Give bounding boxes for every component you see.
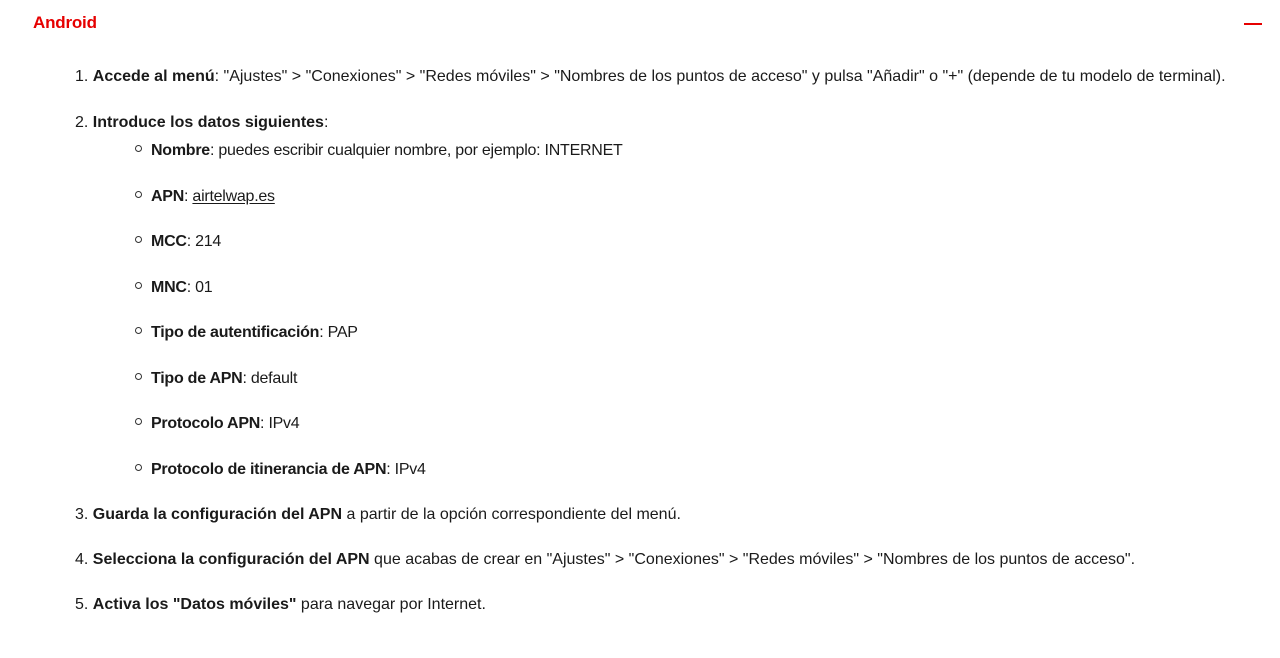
setting-roaming-protocol [135,460,426,480]
circle-bullet-icon [135,373,142,380]
step-1 [75,67,1226,87]
circle-bullet-icon [135,282,142,289]
minus-icon[interactable] [1244,23,1262,25]
setting-separator: : [386,461,395,478]
setting-value: 01 [195,279,213,296]
step-heading: Accede al menú [92,68,215,85]
setting-value: PAP [327,324,358,341]
setting-separator: : [184,188,193,205]
step-5 [75,595,486,615]
step-3 [75,505,681,525]
step-text: : "Ajustes" > "Conexiones" > "Redes móviles" > "Nombres de los puntos de acceso" y pulsa "Añadir" o "+" (depende de tu modelo de terminal). [214,68,1226,85]
step-2 [75,113,328,133]
setting-separator: : [186,233,196,250]
step-text: que acabas de crear en "Ajustes" > "Conexiones" > "Redes móviles" > "Nombres de los puntos de acceso". [369,551,1136,568]
step-heading: Introduce los datos siguientes [92,114,324,131]
setting-separator: : [186,279,196,296]
circle-bullet-icon [135,418,142,425]
setting-apn-type [135,369,297,389]
setting-label: MCC [151,233,187,250]
step-text: para navegar por Internet. [296,596,486,613]
setting-separator: : [242,370,251,387]
step-4 [75,550,1135,570]
setting-mnc [135,278,212,298]
circle-bullet-icon [135,191,142,198]
circle-bullet-icon [135,327,142,334]
circle-bullet-icon [135,145,142,152]
setting-separator: : [209,142,219,159]
setting-mcc [135,232,221,252]
accordion-title: Android [33,13,97,32]
apn-link[interactable]: airtelwap.es [192,188,275,205]
setting-value: IPv4 [394,461,426,478]
setting-label: APN [151,188,185,205]
setting-label: Tipo de autentificación [151,324,320,341]
step-text: : [323,114,329,131]
step-number: 5. [75,596,89,613]
setting-label: Protocolo de itinerancia de APN [151,461,387,478]
step-number: 4. [75,551,89,568]
setting-apn [135,187,275,207]
step-number: 3. [75,506,89,523]
setting-label: Tipo de APN [151,370,243,387]
setting-value: default [250,370,298,387]
accordion-header-android[interactable] [0,0,1280,48]
setting-label: MNC [151,279,187,296]
circle-bullet-icon [135,236,142,243]
setting-label: Nombre [151,142,210,159]
setting-value: IPv4 [268,415,300,432]
step-number: 1. [75,68,89,85]
step-heading: Guarda la configuración del APN [92,506,343,523]
setting-nombre [135,141,623,161]
step-text: a partir de la opción correspondiente del menú. [342,506,681,523]
step-heading: Activa los "Datos móviles" [92,596,297,613]
setting-value: puedes escribir cualquier nombre, por ejemplo: INTERNET [218,142,623,159]
setting-auth-type [135,323,358,343]
setting-separator: : [319,324,328,341]
step-heading: Selecciona la configuración del APN [92,551,370,568]
step-number: 2. [75,114,89,131]
circle-bullet-icon [135,464,142,471]
setting-label: Protocolo APN [151,415,261,432]
setting-value: 214 [195,233,222,250]
setting-apn-protocol [135,414,299,434]
setting-separator: : [260,415,269,432]
